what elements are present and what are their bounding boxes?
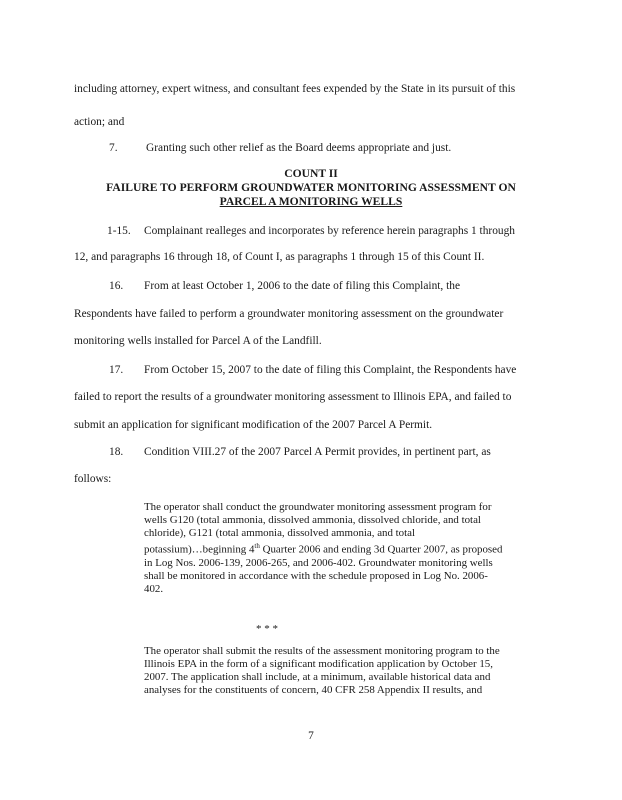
paragraph-number: 1-15. [107, 225, 131, 237]
quote-line: shall be monitored in accordance with the schedule proposed in Log No. 2006- [144, 570, 488, 583]
text-line: Condition VIII.27 of the 2007 Parcel A Permit provides, in pertinent part, as [144, 446, 491, 458]
quote-line: potassium)…beginning 4th Quarter 2006 and ending 3d Quarter 2007, as proposed [144, 542, 503, 556]
block-quote [144, 645, 544, 697]
quote-line: 2007. The application shall include, at a minimum, available historical data and [144, 671, 491, 684]
quote-line: 402. [144, 583, 164, 596]
quote-line: The operator shall submit the results of the assessment monitoring program to the [144, 645, 500, 657]
text-line: Complainant realleges and incorporates by reference herein paragraphs 1 through [144, 225, 515, 237]
text-line: Granting such other relief as the Board deems appropriate and just. [146, 142, 452, 154]
text-line: including attorney, expert witness, and consultant fees expended by the State in its pursuit of this [74, 83, 516, 95]
paragraph-number: 16. [109, 280, 124, 292]
text-line: monitoring wells installed for Parcel A of the Landfill. [74, 335, 322, 347]
count-title: COUNT II [284, 167, 338, 180]
quote-line: in Log Nos. 2006-139, 2006-265, and 2006-402. Groundwater monitoring wells [144, 557, 493, 569]
quote-line: Illinois EPA in the form of a significant modification application by October 15, [144, 658, 493, 671]
text-line: follows: [74, 473, 112, 485]
quote-line: The operator shall conduct the groundwater monitoring assessment program for [144, 501, 492, 513]
quote-line: analyses for the constituents of concern, 40 CFR 258 Appendix II results, and [144, 684, 483, 697]
text-line: action; and [74, 116, 125, 128]
ellipsis-stars: * * * [256, 623, 278, 635]
quote-line: wells G120 (total ammonia, dissolved ammonia, dissolved chloride, and total [144, 514, 481, 527]
section-heading-text: PARCEL A MONITORING WELLS [219, 195, 403, 208]
text-line: 12, and paragraphs 16 through 18, of Count I, as paragraphs 1 through 15 of this Count II. [74, 251, 485, 263]
quote-line: chloride), G121 (total ammonia, dissolved ammonia, and total [144, 527, 415, 540]
text-line: failed to report the results of a groundwater monitoring assessment to Illinois EPA, and failed to [74, 391, 512, 403]
block-quote [144, 501, 544, 596]
text-line: submit an application for significant modification of the 2007 Parcel A Permit. [74, 419, 433, 431]
text-line: From October 15, 2007 to the date of filing this Complaint, the Respondents have [144, 364, 517, 376]
page-number: 7 [308, 730, 314, 742]
paragraph-number: 18. [109, 446, 124, 458]
text-line: Respondents have failed to perform a groundwater monitoring assessment on the groundwater [74, 308, 504, 320]
section-heading: FAILURE TO PERFORM GROUNDWATER MONITORING ASSESSMENT ON [106, 181, 516, 194]
paragraph-number: 7. [109, 142, 118, 154]
paragraph-number: 17. [109, 364, 124, 376]
section-heading-underlined [0, 195, 622, 209]
text-line: From at least October 1, 2006 to the date of filing this Complaint, the [144, 280, 461, 292]
